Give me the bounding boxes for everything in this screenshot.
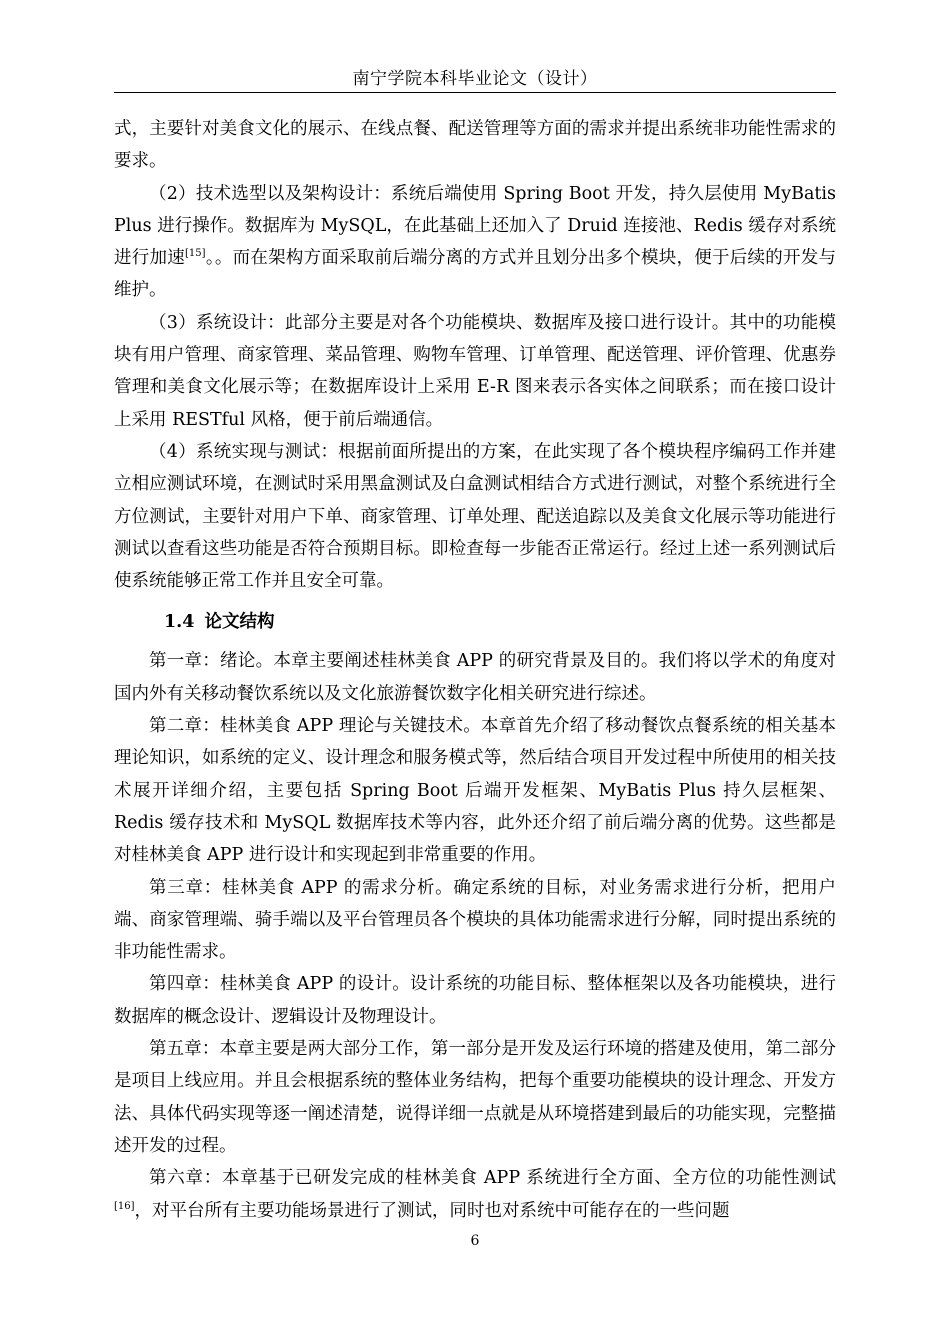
paragraph-implementation-testing: （4）系统实现与测试：根据前面所提出的方案，在此实现了各个模块程序编码工作并建立相应测试环境，在测试时采用黑盒测试及白盒测试相结合方式进行测试，对整个系统进行全方位测试，主要针对用户下单、商家管理、订单处理、配送追踪以及美食文化展示等功能进行测试以查看这些功能是否符合预期目标。即检查每一步能否正常运行。经过上述一系列测试后使系统能够正常工作并且安全可靠。 [114,441,836,592]
page-header-title: 南宁学院本科毕业论文（设计） [352,69,598,89]
paragraph-tech-selection-text: （2）技术选型以及架构设计：系统后端使用 Spring Boot 开发，持久层使用 MyBatis Plus 进行操作。数据库为 MySQL，在此基础上还加入了 Druid 连接池、Redis 缓存对系统进行加速 [114,183,836,269]
section-heading [114,606,836,638]
chapter-4-summary: 第四章：桂林美食 APP 的设计。设计系统的功能目标、整体框架以及各功能模块，进行数据库的概念设计、逻辑设计及物理设计。 [114,974,836,1027]
chapter-6-tail: ，对平台所有主要功能场景进行了测试，同时也对系统中可能存在的一些问题 [134,1200,730,1221]
citation-15: [15] [185,248,206,260]
header-divider [114,92,836,93]
paragraph-system-design: （3）系统设计：此部分主要是对各个功能模块、数据库及接口进行设计。其中的功能模块有用户管理、商家管理、菜品管理、购物车管理、订单管理、配送管理、评价管理、优惠券管理和美食文化展示等；在数据库设计上采用 E-R 图来表示各实体之间联系；而在接口设计上采用 RESTful 风格，便于前后端通信。 [114,312,836,430]
section-number: 1.4 [164,612,195,633]
chapter-6-summary [114,1162,836,1227]
chapter-5-summary: 第五章：本章主要是两大部分工作，第一部分是开发及运行环境的搭建及使用，第二部分是项目上线应用。并且会根据系统的整体业务结构，把每个重要功能模块的设计理念、开发方法、具体代码实现等逐一阐述清楚，说得详细一点就是从环境搭建到最后的功能实现，完整描述开发的过程。 [114,1039,836,1156]
section-title: 论文结构 [204,612,275,633]
chapter-3-summary: 第三章：桂林美食 APP 的需求分析。确定系统的目标，对业务需求进行分析，把用户端、商家管理端、骑手端以及平台管理员各个模块的具体功能需求进行分解，同时提出系统的非功能性需求。 [114,877,836,963]
chapter-1-summary: 第一章：绪论。本章主要阐述桂林美食 APP 的研究背景及目的。我们将以学术的角度对国内外有关移动餐饮系统以及文化旅游餐饮数字化相关研究进行综述。 [114,651,836,704]
paragraph-tech-selection-tail: 。。而在架构方面采取前后端分离的方式并且划分出多个模块，便于后续的开发与维护。 [114,248,837,301]
page-number: 6 [470,1233,480,1249]
chapter-2-summary: 第二章：桂林美食 APP 理论与关键技术。本章首先介绍了移动餐饮点餐系统的相关基本理论知识，如系统的定义、设计理念和服务模式等，然后结合项目开发过程中所使用的相关技术展开详细介绍，主要包括 Spring Boot 后端开发框架、MyBatis Plus 持久层框架、Redis 缓存技术和 MySQL 数据库技术等内容，此外还介绍了前后端分离的优势。这些都是对桂林美食 APP 进行设计和实现起到非常重要的作用。 [114,716,836,866]
document-body [114,113,836,1227]
paragraph-tech-selection [114,178,836,307]
paragraph-continuation: 式，主要针对美食文化的展示、在线点餐、配送管理等方面的需求并提出系统非功能性需求的要求。 [114,119,836,172]
citation-16: [16] [114,1200,135,1212]
chapter-6-text: 第六章：本章基于已研发完成的桂林美食 APP 系统进行全方面、全方位的功能性测试 [149,1168,836,1189]
